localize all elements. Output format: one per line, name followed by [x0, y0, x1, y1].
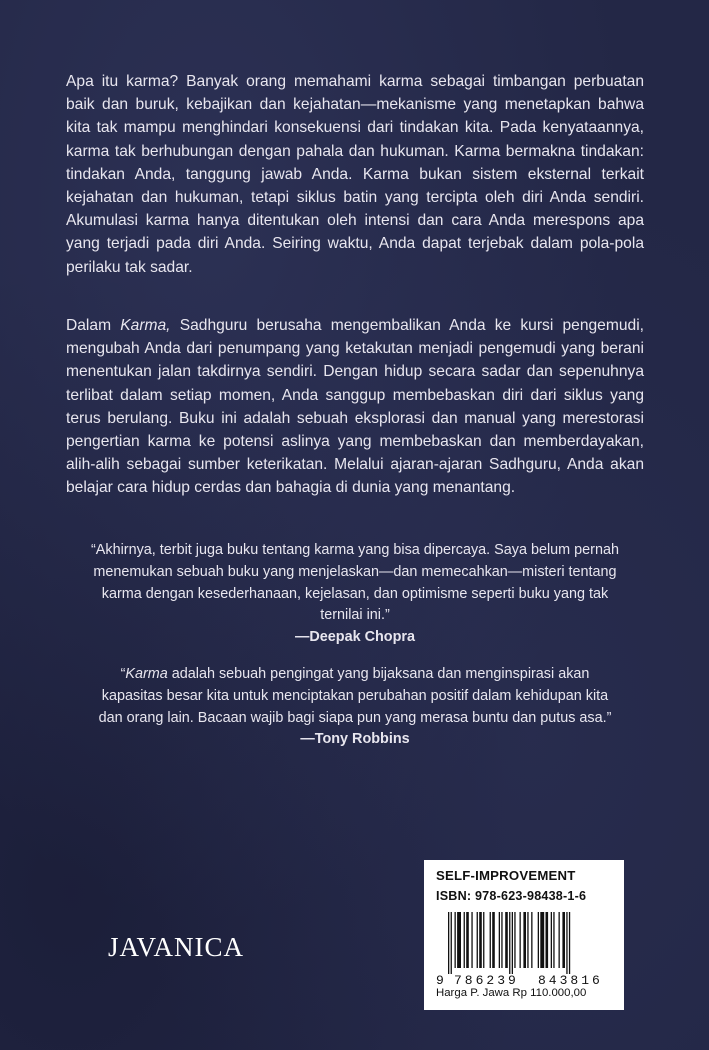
- quote-author: —Tony Robbins: [300, 731, 410, 748]
- quote-author: —Deepak Chopra: [295, 629, 415, 646]
- barcode-digit-first: 9: [436, 973, 444, 986]
- barcode-image: [434, 912, 616, 986]
- barcode-bar: [523, 912, 526, 968]
- barcode-bar: [477, 912, 478, 968]
- barcode-bar: [483, 912, 484, 968]
- quote-text: adalah sebuah pengingat yang bijaksana dan menginspirasi akan kapasitas besar kita untuk menciptakan perubahan positif dalam kehidupan kita dan orang lain. Bacaan wajib bagi siapa pun yang merasa buntu dan putus asa.”: [98, 666, 612, 726]
- endorsement-quote-1: [90, 540, 620, 649]
- barcode-bar: [448, 912, 449, 974]
- barcode-bar: [551, 912, 552, 968]
- barcode-bar: [451, 912, 452, 974]
- barcode-bar: [559, 912, 560, 968]
- barcode-bar: [569, 912, 570, 974]
- barcode-bar: [457, 912, 461, 968]
- book-category: SELF-IMPROVEMENT: [436, 868, 576, 883]
- barcode-digits-left: 786239: [454, 973, 519, 986]
- publisher-logo: JAVANICA: [108, 932, 245, 962]
- barcode-bar: [546, 912, 549, 968]
- barcode-bar: [479, 912, 482, 968]
- barcode-bar: [540, 912, 544, 968]
- barcode-bar: [490, 912, 491, 968]
- synopsis-body: Sadhguru berusaha mengembalikan Anda ke kursi pengemudi, mengubah Anda dari penumpang yang ketakutan menjadi pengemudi yang berani menentukan jalan takdirnya sendiri. Dengan hidup secara sadar dan sepenuhnya terlibat dalam setiap momen, Anda sanggup membebaskan diri dari siklus yang terus berulang. Buku ini adalah sebuah eksplorasi dan manual yang merestorasi pengertian karma ke potensi aslinya yang membebaskan dan memberdayakan, alih-alih sebagai sumber keterikatan. Melalui ajaran-ajaran Sadhguru, Anda akan belajar cara hidup cerdas dan bahagia di dunia yang menantang.: [66, 317, 644, 497]
- barcode-bar: [538, 912, 539, 968]
- isbn-label: ISBN: 978-623-98438-1-6: [436, 889, 587, 903]
- quote-text: “Akhirnya, terbit juga buku tentang karma yang bisa dipercaya. Saya belum pernah menemukan sebuah buku yang menjelaskan—dan memecahkan—misteri tentang karma dengan kesederhanaan, kejelasan, dan optimisme seperti buku yang tak ternilai ini.”: [91, 542, 619, 624]
- barcode-digits-right: 843816: [538, 973, 603, 986]
- barcode-bar: [531, 912, 532, 968]
- synopsis-paragraph-2: [66, 314, 644, 500]
- price-label: Harga P. Jawa Rp 110.000,00: [436, 987, 587, 999]
- quote-open-mark: “: [120, 666, 126, 682]
- barcode-bar: [492, 912, 495, 968]
- barcode-bar: [566, 912, 567, 974]
- barcode-bar: [562, 912, 565, 968]
- quote-book-title: Karma: [125, 666, 168, 682]
- barcode-bar: [520, 912, 521, 968]
- barcode-bar: [466, 912, 469, 968]
- book-title-inline: Karma,: [120, 317, 171, 334]
- barcode-bar: [512, 912, 513, 974]
- barcode-bar: [471, 912, 472, 968]
- endorsement-quote-2: [90, 664, 620, 751]
- barcode-panel: [424, 860, 624, 1010]
- barcode-bar: [553, 912, 554, 968]
- barcode-bar: [499, 912, 500, 968]
- barcode-bar: [527, 912, 528, 968]
- barcode-bar: [514, 912, 515, 968]
- barcode-bar: [455, 912, 456, 968]
- barcode-bar: [464, 912, 465, 968]
- synopsis-paragraph-1: Apa itu karma? Banyak orang memahami karma sebagai timbangan perbuatan baik dan buruk, kebajikan dan kejahatan—mekanisme yang menetapkan bahwa kita tak mampu menghindari konsekuensi dari tindakan kita. Pada kenyataannya, karma tak berhubungan dengan pahala dan hukuman. Karma bermakna tindakan: tindakan Anda, tanggung jawab Anda. Karma bukan sistem eksternal terkait kejahatan dan hukuman, tetapi siklus batin yang tercipta oleh diri Anda sendiri. Akumulasi karma hanya ditentukan oleh intensi dan cara Anda merespons apa yang terjadi pada diri Anda. Seiring waktu, Anda dapat terjebak dalam pola-pola perilaku tak sadar.: [66, 73, 644, 276]
- barcode-bar: [509, 912, 510, 974]
- synopsis-lead: Dalam: [66, 317, 121, 334]
- barcode-bar: [505, 912, 508, 968]
- barcode-bar: [501, 912, 502, 968]
